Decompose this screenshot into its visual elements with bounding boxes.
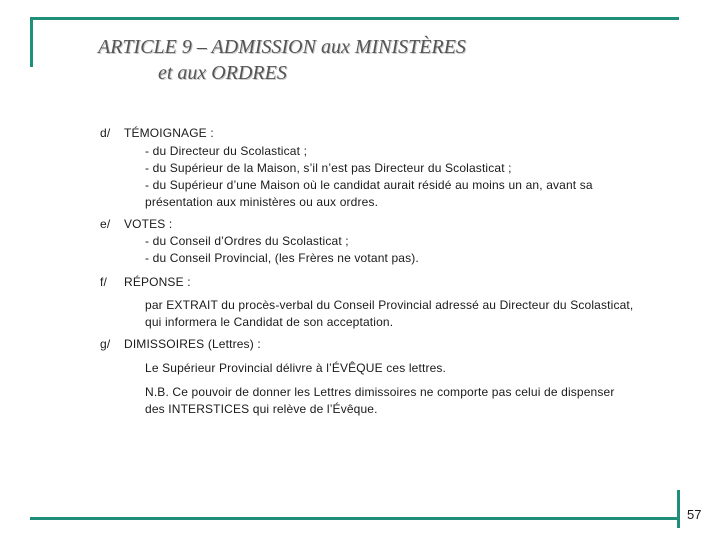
left-rule — [30, 17, 33, 67]
section-g-line: Le Supérieur Provincial délivre à l’ÉVÊQUE ces lettres. — [145, 361, 447, 375]
section-e-item: - du Conseil Provincial, (les Frères ne votant pas). — [145, 251, 419, 265]
section-f-heading: RÉPONSE : — [124, 275, 191, 289]
section-g-note: des INTERSTICES qui relève de l’Évêque. — [145, 402, 378, 416]
page-title-line-2: et aux ORDRES — [158, 62, 287, 84]
top-rule — [30, 17, 679, 20]
section-f-line: par EXTRAIT du procès-verbal du Conseil Provincial adressé au Directeur du Scolasticat, — [145, 298, 634, 312]
section-e-heading: VOTES : — [124, 217, 173, 231]
section-d-item: - du Supérieur d’une Maison où le candidat aurait résidé au moins un an, avant sa — [145, 178, 593, 192]
section-d-item: - du Directeur du Scolasticat ; — [145, 144, 308, 158]
right-rule — [677, 490, 680, 528]
section-g-heading: DIMISSOIRES (Lettres) : — [124, 337, 261, 351]
section-d-heading: TÉMOIGNAGE : — [124, 126, 214, 140]
section-d-letter: d/ — [100, 126, 111, 140]
section-d-continuation: présentation aux ministères ou aux ordres. — [145, 195, 379, 209]
section-e-item: - du Conseil d’Ordres du Scolasticat ; — [145, 234, 349, 248]
section-d-item: - du Supérieur de la Maison, s’il n’est pas Directeur du Scolasticat ; — [145, 161, 512, 175]
section-g-letter: g/ — [100, 337, 111, 351]
page-title-line-1: ARTICLE 9 – ADMISSION aux MINISTÈRES — [98, 36, 466, 58]
section-f-letter: f/ — [100, 275, 107, 289]
bottom-rule — [30, 517, 677, 520]
section-f-line: qui informera le Candidat de son acceptation. — [145, 315, 394, 329]
section-e-letter: e/ — [100, 217, 111, 231]
section-g-note: N.B. Ce pouvoir de donner les Lettres dimissoires ne comporte pas celui de dispenser — [145, 385, 615, 399]
page-number: 57 — [687, 507, 702, 522]
